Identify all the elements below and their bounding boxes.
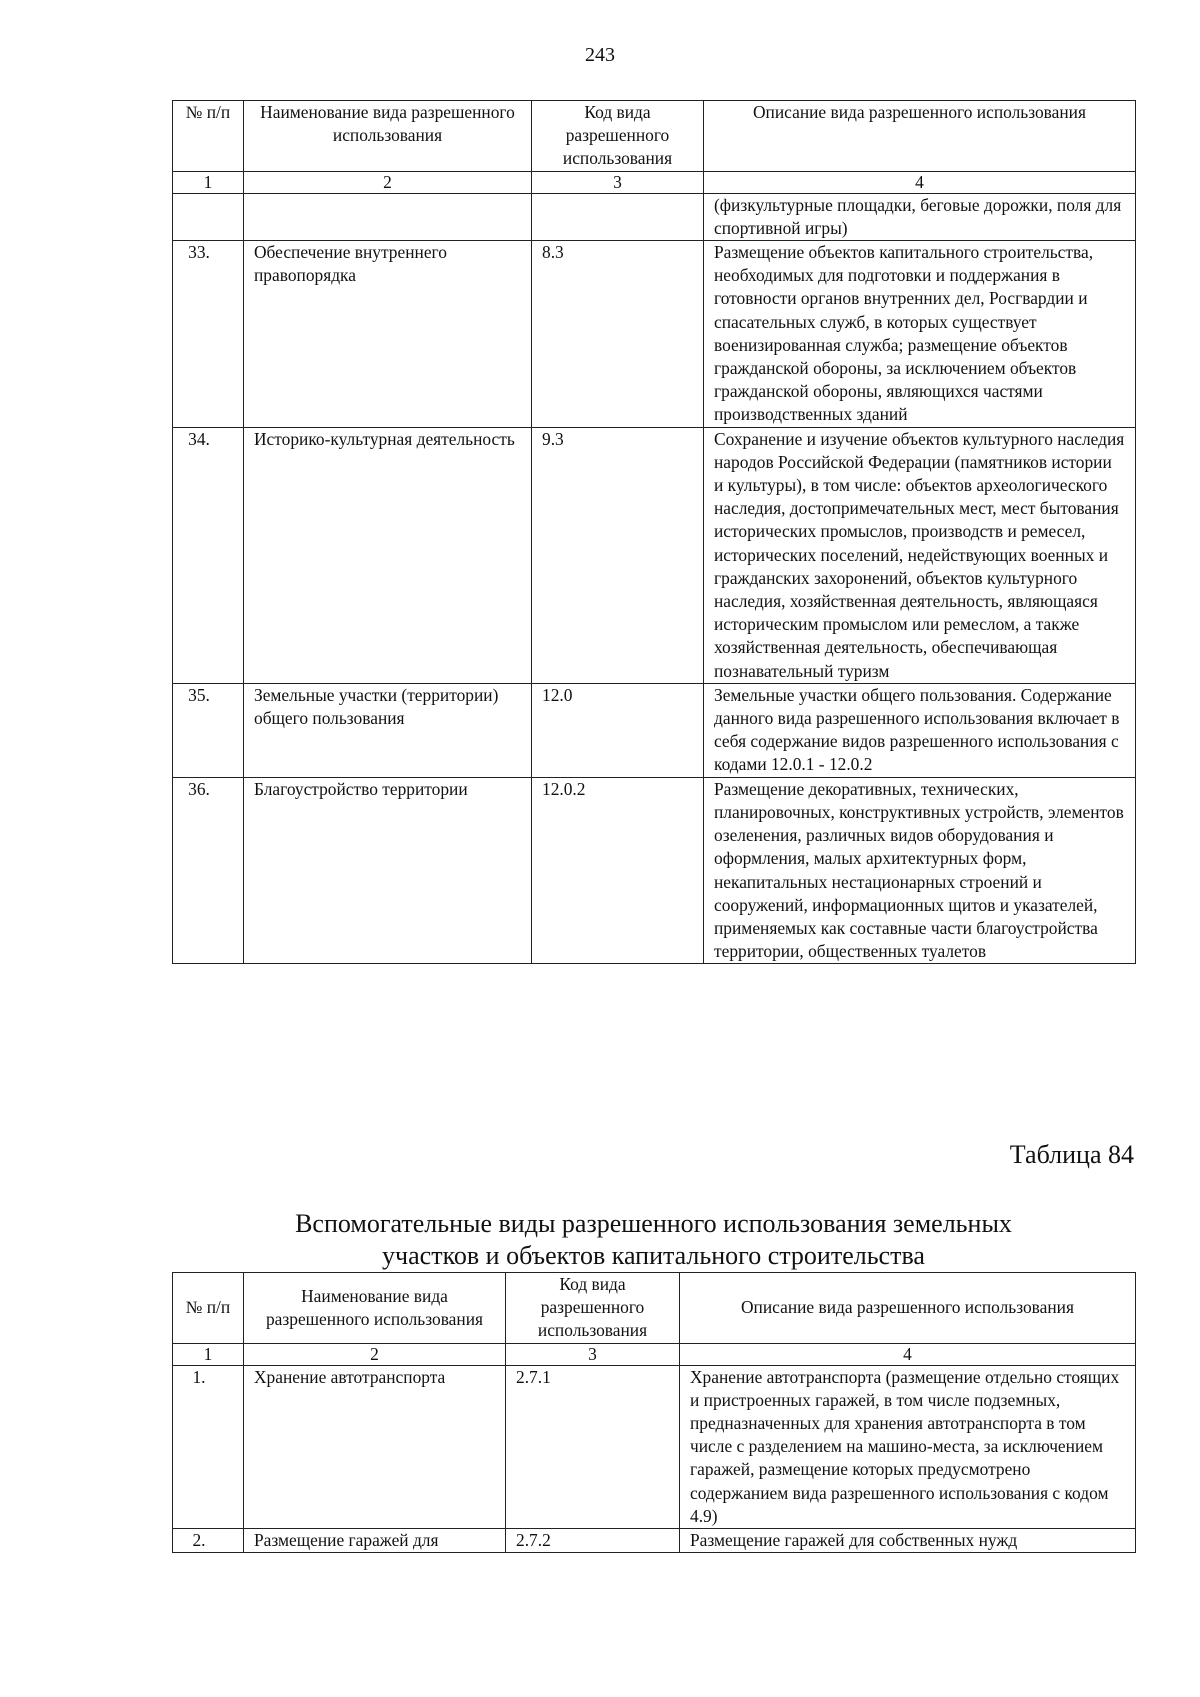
row-code: 2.7.1 (506, 1365, 680, 1528)
column-number: 1 (173, 171, 244, 193)
table-row (173, 241, 1136, 428)
column-number: 1 (173, 1343, 244, 1365)
table-row (173, 1529, 1136, 1553)
row-code: 2.7.2 (506, 1529, 680, 1553)
header-name: Наименование вида разрешенного использования (244, 1273, 506, 1344)
row-description: Размещение гаражей для собственных нужд (680, 1529, 1136, 1553)
land-use-table-auxiliary (172, 1272, 1136, 1553)
row-number: 35. (173, 683, 244, 777)
header-code: Код вида разрешенного использования (532, 101, 704, 172)
row-number: 36. (173, 777, 244, 964)
row-number: 33. (173, 241, 244, 428)
row-code (532, 193, 704, 240)
column-number: 3 (532, 171, 704, 193)
row-description: Хранение автотранспорта (размещение отдельно стоящих и пристроенных гаражей, в том числе подземных, предназначенных для хранения автотранспорта в том числе с разделением на машино-места, за исключением гаражей, размещение которых предусмотрено содержанием вида разрешенного использования с кодом 4.9) (680, 1365, 1136, 1528)
row-number: 1. (173, 1365, 244, 1528)
header-description: Описание вида разрешенного использования (704, 101, 1136, 172)
column-number-row (173, 171, 1136, 193)
column-number: 4 (680, 1343, 1136, 1365)
row-name (244, 193, 532, 240)
header-name: Наименование вида разрешенного использования (244, 101, 532, 172)
row-name: Историко-культурная деятельность (244, 427, 532, 683)
table-header-row (173, 101, 1136, 172)
land-use-table-main (172, 100, 1136, 964)
table-title (172, 1208, 1135, 1272)
row-name: Обеспечение внутреннего правопорядка (244, 241, 532, 428)
row-code: 8.3 (532, 241, 704, 428)
row-description: Сохранение и изучение объектов культурного наследия народов Российской Федерации (памятников истории и культуры), в том числе: объектов археологического наследия, достопримечательных мест, мест бытования исторических промыслов, производств и ремесел, исторических поселений, недействующих военных и гражданских захоронений, объектов культурного наследия, хозяйственная деятельность, являющаяся историческим промыслом или ремеслом, а также хозяйственная деятельность, обеспечивающая познавательный туризм (704, 427, 1136, 683)
page-number: 243 (585, 44, 615, 66)
header-code: Код вида разрешенного использования (506, 1273, 680, 1344)
header-number: № п/п (173, 1273, 244, 1344)
row-name: Земельные участки (территории) общего пользования (244, 683, 532, 777)
table-caption: Таблица 84 (1009, 1140, 1134, 1169)
table-title-line: участков и объектов капитального строительства (382, 1241, 925, 1270)
table-header-row (173, 1273, 1136, 1344)
row-code: 12.0.2 (532, 777, 704, 964)
row-description: Размещение декоративных, технических, планировочных, конструктивных устройств, элементов озеленения, различных видов оборудования и оформления, малых архитектурных форм, некапитальных нестационарных строений и сооружений, информационных щитов и указателей, применяемых как составные части благоустройства территории, общественных туалетов (704, 777, 1136, 964)
table-row (173, 777, 1136, 964)
row-code: 12.0 (532, 683, 704, 777)
header-description: Описание вида разрешенного использования (680, 1273, 1136, 1344)
table-title-line: Вспомогательные виды разрешенного использования земельных (295, 1209, 1012, 1238)
row-number: 34. (173, 427, 244, 683)
row-description: (физкультурные площадки, беговые дорожки, поля для спортивной игры) (704, 193, 1136, 240)
row-number (173, 193, 244, 240)
column-number: 2 (244, 1343, 506, 1365)
header-number: № п/п (173, 101, 244, 172)
row-description: Размещение объектов капитального строительства, необходимых для подготовки и поддержания в готовности органов внутренних дел, Росгвардии и спасательных служб, в которых существует военизированная служба; размещение объектов гражданской обороны, за исключением объектов гражданской обороны, являющихся частями производственных зданий (704, 241, 1136, 428)
column-number: 4 (704, 171, 1136, 193)
table-row (173, 193, 1136, 240)
row-name: Благоустройство территории (244, 777, 532, 964)
row-name: Размещение гаражей для (244, 1529, 506, 1553)
column-number-row (173, 1343, 1136, 1365)
row-description: Земельные участки общего пользования. Содержание данного вида разрешенного использования включает в себя содержание видов разрешенного использования с кодами 12.0.1 - 12.0.2 (704, 683, 1136, 777)
table-row (173, 1365, 1136, 1528)
row-number: 2. (173, 1529, 244, 1553)
row-name: Хранение автотранспорта (244, 1365, 506, 1528)
column-number: 3 (506, 1343, 680, 1365)
row-code: 9.3 (532, 427, 704, 683)
column-number: 2 (244, 171, 532, 193)
table-row (173, 427, 1136, 683)
table-row (173, 683, 1136, 777)
